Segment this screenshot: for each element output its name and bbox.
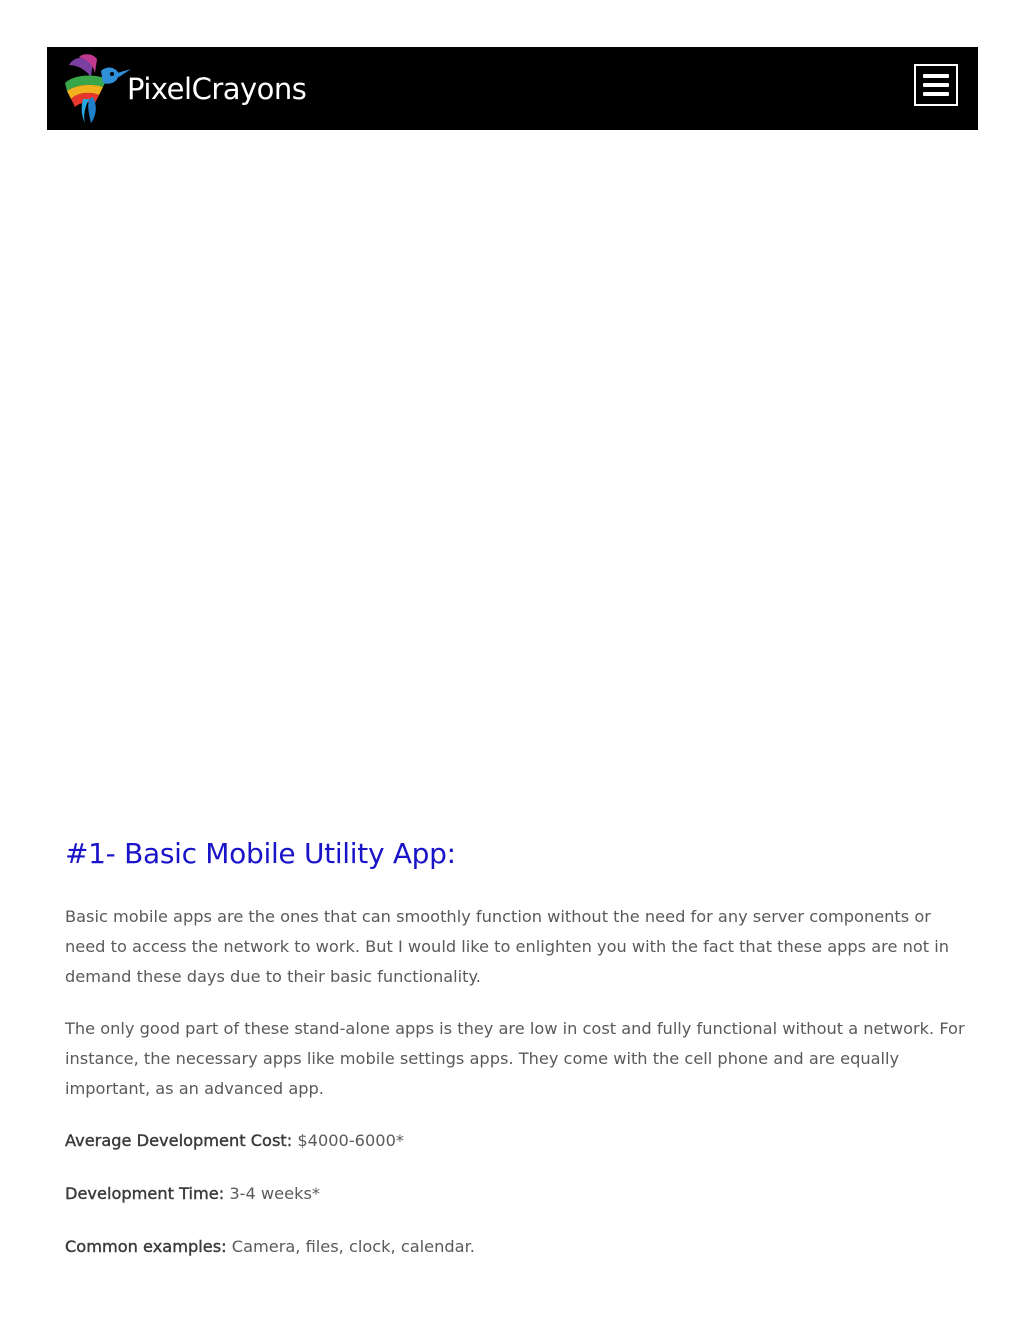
detail-value: 3-4 weeks* [229,1184,320,1203]
detail-value: Camera, files, clock, calendar. [231,1237,475,1256]
section-heading: #1- Basic Mobile Utility App: [65,837,456,870]
detail-average-cost [65,1126,965,1156]
media-placeholder [47,130,978,820]
article-content [65,832,965,1285]
brand-name: PixelCrayons [127,72,307,106]
hamburger-menu-icon [923,74,949,96]
detail-common-examples [65,1232,965,1262]
detail-value: $4000-6000* [297,1131,404,1150]
article-paragraph: The only good part of these stand-alone apps is they are low in cost and fully functional without a network. For instance, the necessary apps like mobile settings apps. They come with the cell phone and are equally important, as an advanced app. [65,1019,965,1098]
article-paragraph: Basic mobile apps are the ones that can smoothly function without the need for any server components or need to access the network to work. But I would like to enlighten you with the fact that these apps are not in demand these days due to their basic functionality. [65,907,949,986]
menu-button[interactable] [914,64,958,106]
top-navbar [47,47,978,130]
brand-logo[interactable] [63,53,306,125]
detail-development-time [65,1179,965,1209]
detail-label: Common examples: [65,1237,227,1256]
detail-label: Development Time: [65,1184,225,1203]
hummingbird-logo-icon [63,53,131,125]
detail-label: Average Development Cost: [65,1131,293,1150]
